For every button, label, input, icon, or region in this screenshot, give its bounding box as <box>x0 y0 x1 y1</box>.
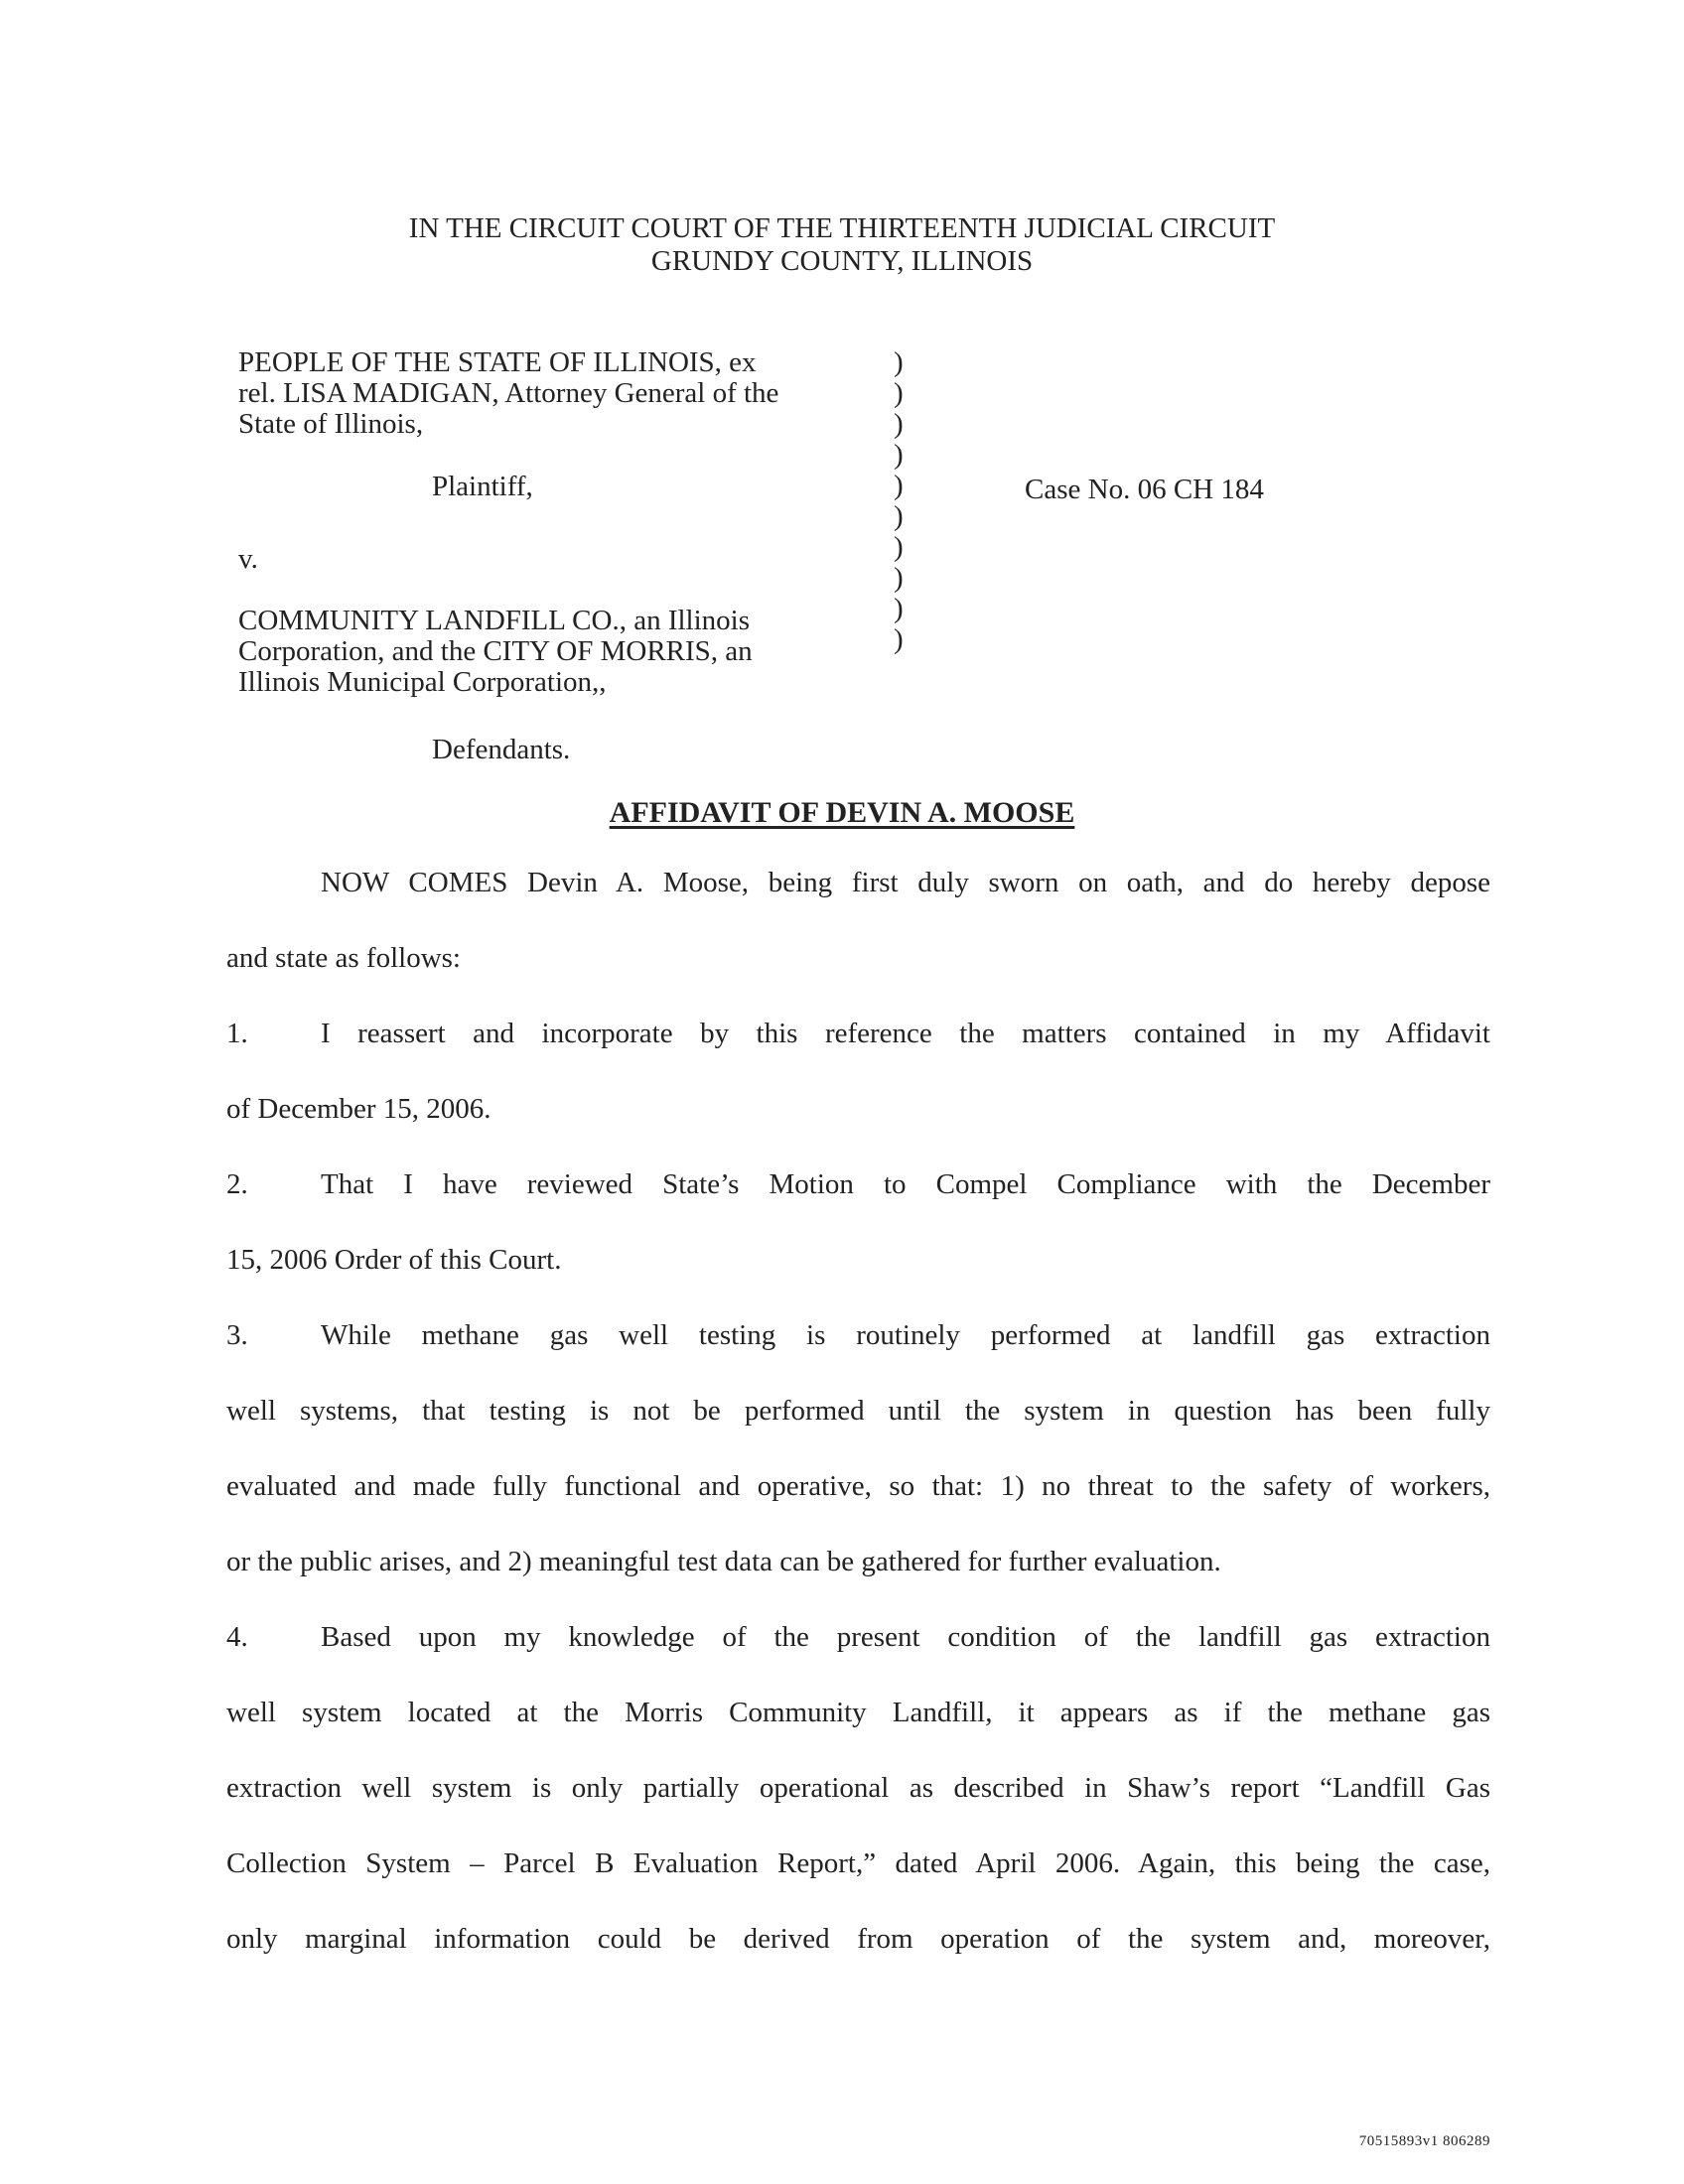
court-heading-line1: IN THE CIRCUIT COURT OF THE THIRTEENTH JUDICIAL CIRCUIT <box>408 212 1276 244</box>
paragraph-number: 2. <box>226 1168 248 1200</box>
paren: ) <box>894 562 904 594</box>
paragraph-line: 15, 2006 Order of this Court. <box>226 1244 562 1276</box>
caption-line: rel. LISA MADIGAN, Attorney General of the <box>238 377 779 409</box>
paragraph-line: well systems, that testing is not be performed until the system in question has been fully <box>226 1395 1490 1427</box>
paragraph-line: I reassert and incorporate by this reference the matters contained in my Affidavit <box>321 1018 1490 1049</box>
paren: ) <box>894 346 904 378</box>
paren: ) <box>894 531 904 563</box>
paragraph-number: 4. <box>226 1621 248 1653</box>
intro-line: NOW COMES Devin A. Moose, being first duly sworn on oath, and do hereby depose <box>321 867 1490 898</box>
paragraph-line: of December 15, 2006. <box>226 1093 491 1125</box>
paragraph-line: That I have reviewed State’s Motion to Compel Compliance with the December <box>321 1168 1490 1200</box>
affidavit-title: AFFIDAVIT OF DEVIN A. MOOSE <box>609 796 1075 829</box>
paragraph-line: only marginal information could be derived from operation of the system and, moreover, <box>226 1923 1490 1955</box>
paren: ) <box>894 593 904 624</box>
plaintiff-caption <box>238 347 778 440</box>
paragraph-1 <box>226 1017 1490 1167</box>
caption-line: State of Illinois, <box>238 408 424 440</box>
paragraph-3 <box>226 1318 1490 1620</box>
caption-line: COMMUNITY LANDFILL CO., an Illinois <box>238 605 750 636</box>
court-heading-line2: GRUNDY COUNTY, ILLINOIS <box>650 245 1034 277</box>
caption-parentheses <box>894 347 904 655</box>
paren: ) <box>894 500 904 532</box>
paragraph-number: 3. <box>226 1319 248 1351</box>
paragraph-line: or the public arises, and 2) meaningful test data can be gathered for further evaluation. <box>226 1546 1221 1577</box>
defendant-role: Defendants. <box>432 734 571 765</box>
paren: ) <box>894 439 904 471</box>
paragraph-2 <box>226 1167 1490 1318</box>
intro-paragraph <box>226 866 1490 1017</box>
paren: ) <box>894 377 904 409</box>
paragraph-number: 1. <box>226 1018 248 1049</box>
intro-line: and state as follows: <box>226 942 461 974</box>
paragraph-line: extraction well system is only partially operational as described in Shaw’s report “Landfill Gas <box>226 1772 1490 1804</box>
paragraph-line: Collection System – Parcel B Evaluation Report,” dated April 2006. Again, this being the case, <box>226 1847 1490 1879</box>
paragraph-line: While methane gas well testing is routinely performed at landfill gas extraction <box>321 1319 1490 1351</box>
paragraph-line: Based upon my knowledge of the present condition of the landfill gas extraction <box>321 1621 1490 1653</box>
paren: ) <box>894 470 904 501</box>
paragraph-line: evaluated and made fully functional and operative, so that: 1) no threat to the safety of workers, <box>226 1470 1490 1502</box>
paragraph-4 <box>226 1620 1490 1997</box>
paren: ) <box>894 623 904 655</box>
plaintiff-role: Plaintiff, <box>432 471 533 502</box>
caption-line: PEOPLE OF THE STATE OF ILLINOIS, ex <box>238 346 757 378</box>
versus: v. <box>238 543 258 575</box>
paren: ) <box>894 408 904 440</box>
document-id-footer: 70515893v1 806289 <box>1358 2133 1490 2149</box>
defendant-caption <box>238 606 753 698</box>
paragraph-line: well system located at the Morris Community Landfill, it appears as if the methane gas <box>226 1697 1490 1728</box>
case-number: Case No. 06 CH 184 <box>1025 474 1264 505</box>
caption-line: Corporation, and the CITY OF MORRIS, an <box>238 635 753 667</box>
caption-line: Illinois Municipal Corporation,, <box>238 666 607 698</box>
